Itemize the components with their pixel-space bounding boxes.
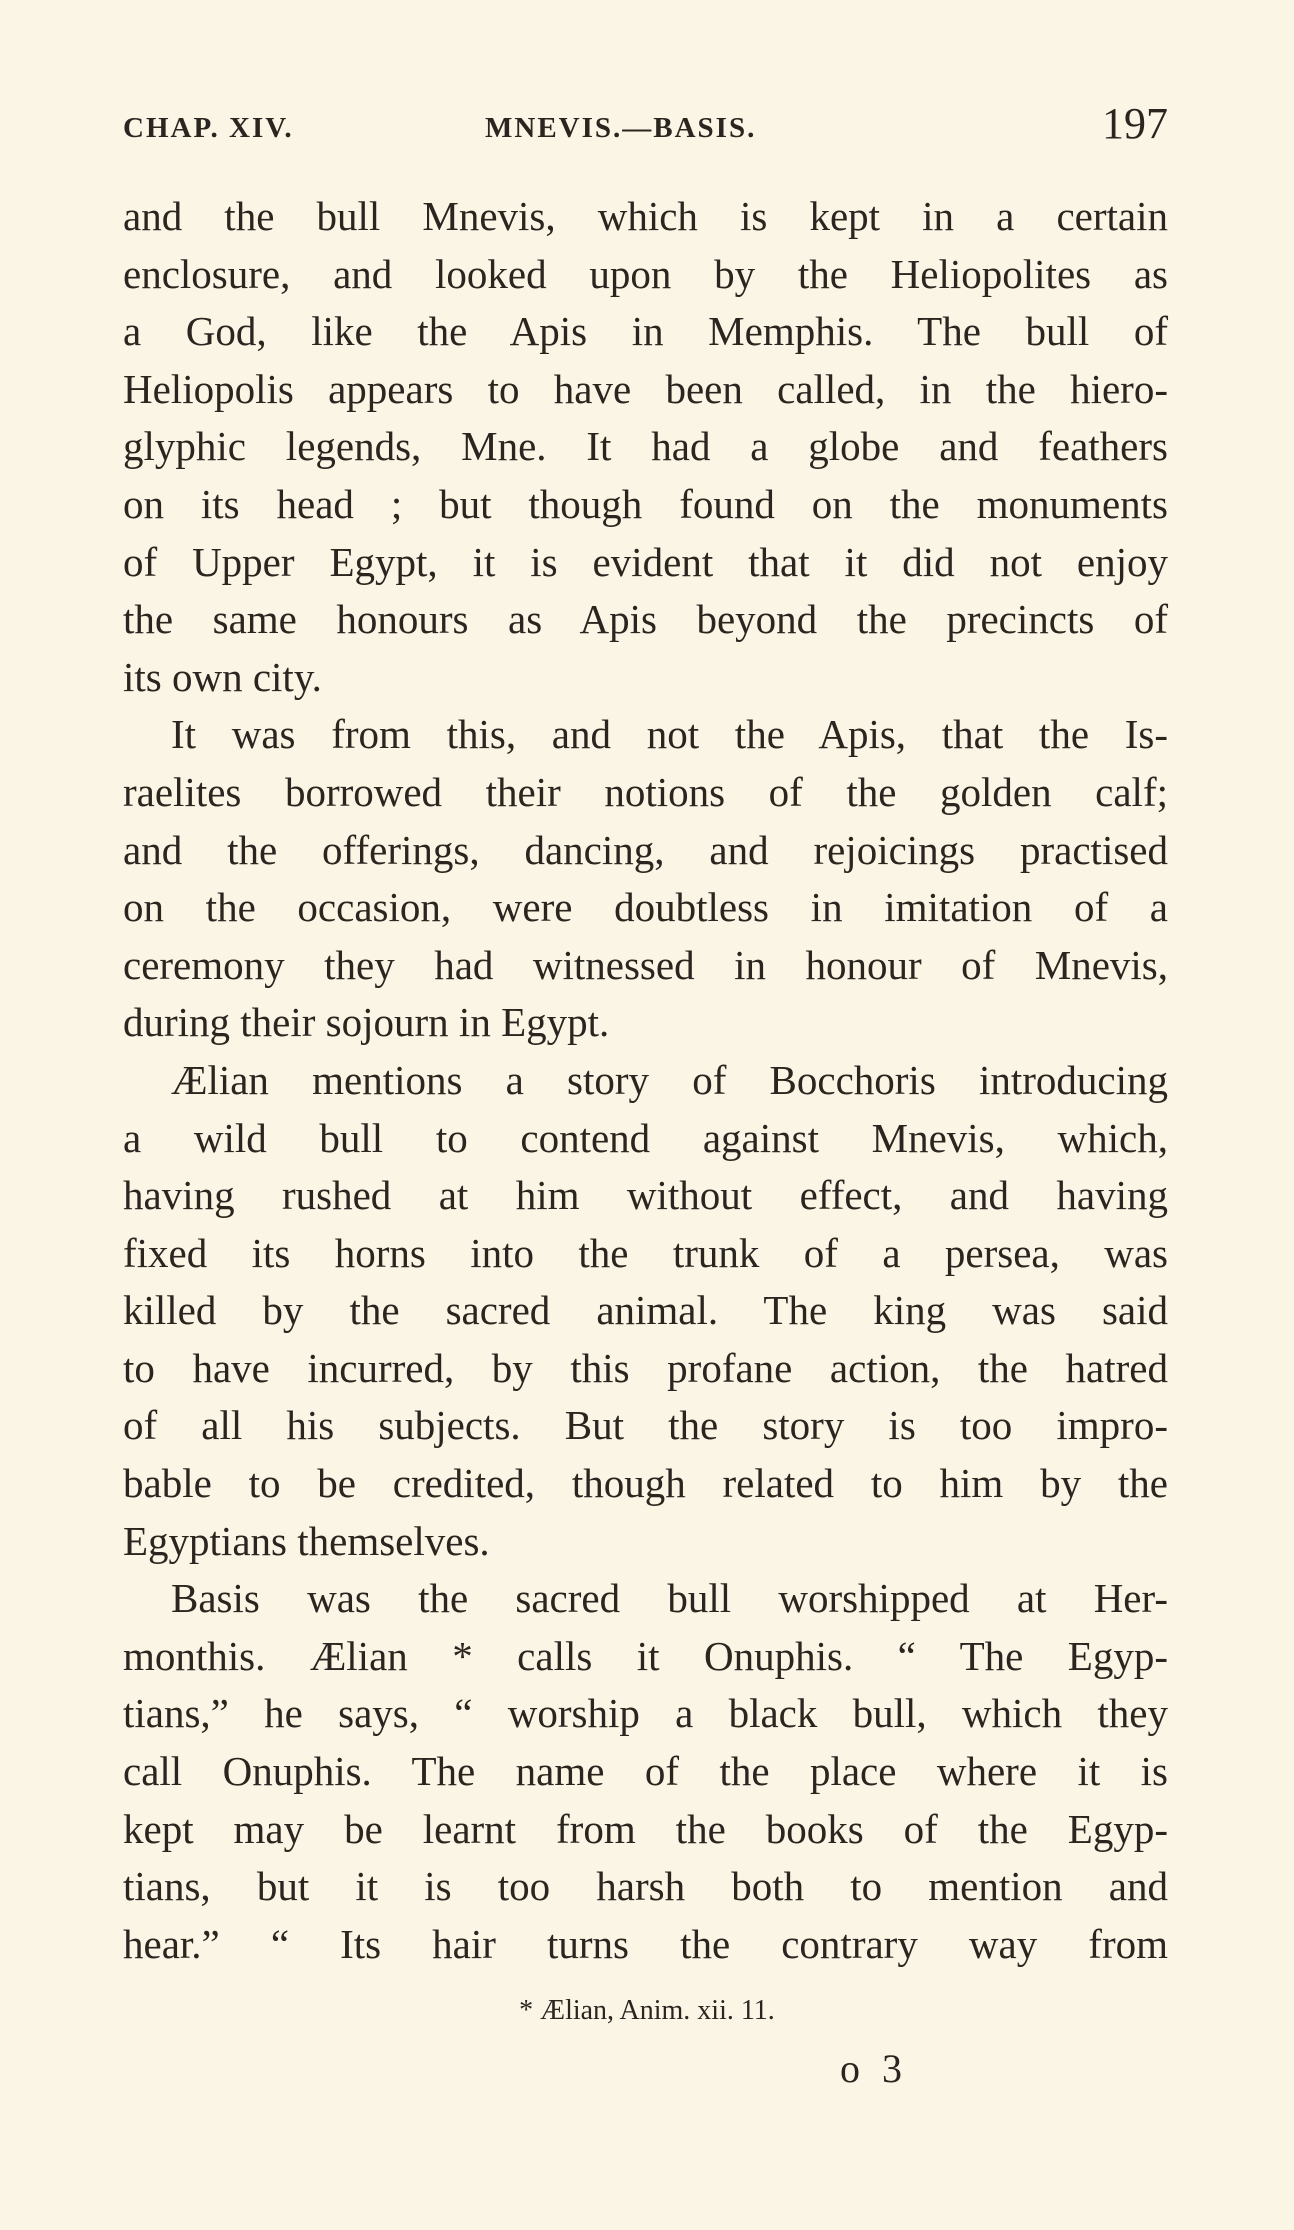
signature-mark: o 3 — [840, 2046, 908, 2091]
chapter-label: CHAP. XIV. — [123, 112, 294, 144]
footnote: * Ælian, Anim. xii. 11. — [519, 1995, 775, 2026]
text-line: fixed its horns into the trunk of a persea, was — [123, 1229, 1168, 1276]
text-line: to have incurred, by this profane action, the hatred — [123, 1344, 1168, 1391]
text-line: a wild bull to contend against Mnevis, which, — [123, 1114, 1168, 1161]
text-line: having rushed at him without effect, and having — [123, 1172, 1168, 1219]
text-line: Basis was the sacred bull worshipped at Her- — [171, 1575, 1168, 1622]
running-head — [123, 98, 1168, 158]
text-line: Heliopolis appears to have been called, in the hiero- — [123, 365, 1168, 412]
text-line: the same honours as Apis beyond the precincts of — [123, 596, 1168, 643]
text-line: tians,” he says, “ worship a black bull, which they — [123, 1690, 1168, 1737]
text-line: of Upper Egypt, it is evident that it did not enjoy — [123, 538, 1168, 585]
running-title: MNEVIS.—BASIS. — [485, 112, 757, 144]
text-line: enclosure, and looked upon by the Heliopolites as — [123, 250, 1168, 297]
text-line: during their sojourn in Egypt. — [123, 999, 610, 1046]
text-line: and the offerings, dancing, and rejoicings practised — [123, 826, 1168, 873]
body-text — [123, 188, 1168, 1973]
text-line: bable to be credited, though related to him by the — [123, 1460, 1168, 1507]
text-line: kept may be learnt from the books of the Egyp- — [123, 1805, 1168, 1852]
text-line: call Onuphis. The name of the place where it is — [123, 1748, 1168, 1795]
text-line: its own city. — [123, 653, 322, 700]
text-line: hear.” “ Its hair turns the contrary way from — [123, 1920, 1168, 1967]
text-line: on its head ; but though found on the monuments — [123, 480, 1168, 527]
text-line: It was from this, and not the Apis, that the Is- — [171, 711, 1168, 758]
text-line: Ælian mentions a story of Bocchoris introducing — [171, 1056, 1168, 1103]
text-line: Egyptians themselves. — [123, 1517, 490, 1564]
text-line: and the bull Mnevis, which is kept in a certain — [123, 193, 1168, 239]
page-number: 197 — [1102, 99, 1168, 148]
text-line: of all his subjects. But the story is too impro- — [123, 1402, 1168, 1449]
text-line: glyphic legends, Mne. It had a globe and feathers — [123, 423, 1168, 470]
text-line: monthis. Ælian * calls it Onuphis. “ The Egyp- — [123, 1632, 1168, 1679]
text-line: on the occasion, were doubtless in imitation of a — [123, 884, 1168, 931]
text-line: ceremony they had witnessed in honour of Mnevis, — [123, 941, 1168, 988]
text-line: a God, like the Apis in Memphis. The bull of — [123, 308, 1168, 355]
text-line: raelites borrowed their notions of the golden calf; — [123, 768, 1168, 815]
text-line: killed by the sacred animal. The king was said — [123, 1287, 1168, 1334]
text-line: tians, but it is too harsh both to mention and — [123, 1863, 1168, 1910]
